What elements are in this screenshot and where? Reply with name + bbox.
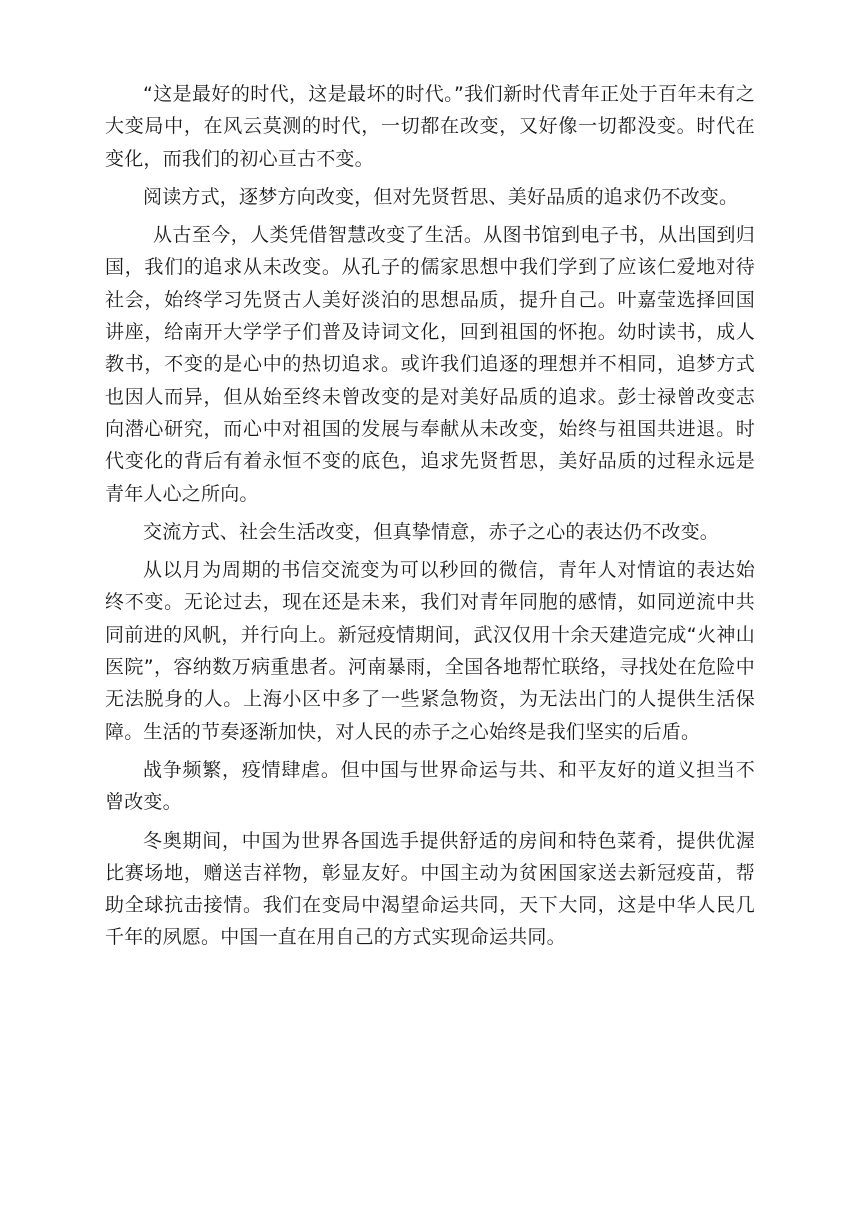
paragraph-3: 从古至今，人类凭借智慧改变了生活。从图书馆到电子书，从出国到归国，我们的追求从未改变。从孔子的儒家思想中我们学到了应该仁爱地对待社会，始终学习先贤古人美好淡泊的思想品质，提升自己。叶嘉莹选择回国讲座，给南开大学学子们普及诗词文化，回到祖国的怀抱。幼时读书，成人教书，不变的是心中的热切追求。或许我们追逐的理想并不相同，追梦方式也因人而异，但从始至终未曾改变的是对美好品质的追求。彭士禄曾改变志向潜心研究，而心中对祖国的发展与奉献从未改变，始终与祖国共进退。时代变化的背后有着永恒不变的底色，追求先贤哲思，美好品质的过程永远是青年人心之所向。 (105, 224, 755, 505)
paragraph-6: 战争频繁，疫情肆虐。但中国与世界命运与共、和平友好的道义担当不曾改变。 (105, 758, 755, 814)
document-page (105, 78, 755, 960)
paragraph-5: 从以月为周期的书信交流变为可以秒回的微信，青年人对情谊的表达始终不变。无论过去，现在还是未来，我们对青年同胞的感情，如同逆流中共同前进的风帆，并行向上。新冠疫情期间，武汉仅用十余天建造完成“火神山医院”，容纳数万病重患者。河南暴雨，全国各地帮忙联络，寻找处在危险中无法脱身的人。上海小区中多了一些紧急物资，为无法出门的人提供生活保障。生活的节奏逐渐加快，对人民的赤子之心始终是我们坚实的后盾。 (105, 559, 755, 743)
paragraph-1: “这是最好的时代，这是最坏的时代。”我们新时代青年正处于百年未有之大变局中，在风云莫测的时代，一切都在改变，又好像一切都没变。时代在变化，而我们的初心亘古不变。 (105, 83, 755, 170)
paragraph-2: 阅读方式，逐梦方向改变，但对先贤哲思、美好品质的追求仍不改变。 (143, 185, 739, 208)
paragraph-7: 冬奥期间，中国为世界各国选手提供舒适的房间和特色菜肴，提供优渥比赛场地，赠送吉祥物，彰显友好。中国主动为贫困国家送去新冠疫苗，帮助全球抗击接情。我们在变局中渴望命运共同，天下大同，这是中华人民几千年的夙愿。中国一直在用自己的方式实现命运共同。 (105, 829, 755, 949)
paragraph-4: 交流方式、社会生活改变，但真挚情意，赤子之心的表达仍不改变。 (143, 520, 720, 543)
